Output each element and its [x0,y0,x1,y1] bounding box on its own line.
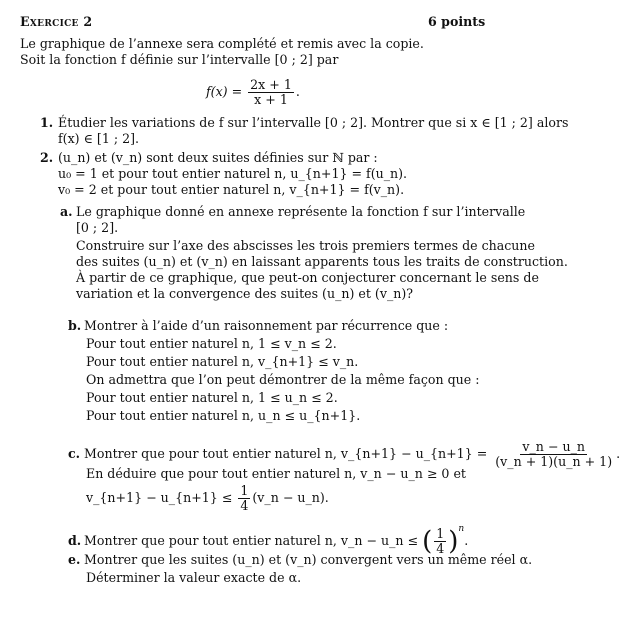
points-label: 6 points [428,14,486,29]
qc-line-3: v_{n+1} − u_{n+1} ≤ $\frac{1}{4}$ (v_n − u_n). [86,483,329,513]
qa-line-2: [0 ; 2]. [76,220,119,235]
function-denominator: x + 1 [254,92,288,107]
qc-line-2: En déduire que pour tout entier naturel n, v_n − u_n ≥ 0 et [86,466,466,481]
intro-line-1: Le graphique de l’annexe sera complété et remis avec la copie. [20,36,424,51]
qc-letter: c. [68,446,81,461]
exercise-title: Exercice 2 [20,14,93,29]
qa-line-6: variation et la convergence des suites (u_n) et (v_n)? [76,286,414,301]
qe-line-1: e. Montrer que les suites (u_n) et (v_n) convergent vers un même réel α. [68,552,533,567]
function-lhs: f(x) = [206,84,243,99]
qb-line-5: Pour tout entier naturel n, 1 ≤ u_n ≤ 2. [86,390,338,405]
qb-line-1: b. Montrer à l’aide d’un raisonnement par récurrence que : [68,318,449,333]
qa-line-1: a. Le graphique donné en annexe représente la fonction f sur l’intervalle [60,204,526,219]
qa-line-5: À partir de ce graphique, que peut-on conjecturer concernant le sens de [76,270,539,285]
q2-line-2: u₀ = 1 et pour tout entier naturel n, u_{n+1} = f(u_n). [58,166,408,181]
qc-line-1: c. Montrer que pour tout entier naturel n, v_{n+1} − u_{n+1} = $\frac{v\_n - u\_n}{(v\_n + 1)(u\_n + 1)}$ . [68,439,620,469]
intro-line-2: Soit la fonction f définie sur l’intervalle [0 ; 2] par [20,52,339,67]
qb-line-2: Pour tout entier naturel n, 1 ≤ v_n ≤ 2. [86,336,337,351]
function-definition: f(x) = $\frac{2x + 1}{x + 1}$ . [206,77,300,107]
qd-line: d. Montrer que pour tout entier naturel n, v_n − u_n ≤ ( $\frac{1}{4}$ )$^n$. [68,524,469,557]
qd-letter: d. [68,533,82,548]
q1-line-1: 1. Étudier les variations de f sur l’intervalle [0 ; 2]. Montrer que si x ∈ [1 ; 2] alors [40,115,569,130]
qb-line-4: On admettra que l’on peut démontrer de la même façon que : [86,372,480,387]
q2-number: 2. [40,150,54,165]
function-fraction [248,78,294,107]
q1-number: 1. [40,115,54,130]
qe-line-2: Déterminer la valeur exacte de α. [86,570,302,585]
qc-fraction: $\frac{v\_n - u\_n}{(v\_n + 1)(u\_n + 1)}$ [495,439,613,469]
qa-line-4: des suites (u_n) et (v_n) en laissant apparents tous les traits de construction. [76,254,568,269]
qd-fraction: $\frac{1}{4}$ [436,526,445,556]
qe-letter: e. [68,552,81,567]
q2-line-3: v₀ = 2 et pour tout entier naturel n, v_{n+1} = f(v_n). [58,182,405,197]
q1-line-2: f(x) ∈ [1 ; 2]. [58,131,140,146]
function-numerator: 2x + 1 [250,77,292,92]
qa-letter: a. [60,204,73,219]
qb-line-6: Pour tout entier naturel n, u_n ≤ u_{n+1}. [86,408,361,423]
qd-exponent: n [458,524,465,534]
q2-line-1: 2. (u_n) et (v_n) sont deux suites définies sur ℕ par : [40,150,378,165]
qb-letter: b. [68,318,82,333]
qa-line-3: Construire sur l’axe des abscisses les trois premiers termes de chacune [76,238,535,253]
qc-quarter-fraction: $\frac{1}{4}$ [240,483,249,513]
qb-line-3: Pour tout entier naturel n, v_{n+1} ≤ v_n. [86,354,359,369]
